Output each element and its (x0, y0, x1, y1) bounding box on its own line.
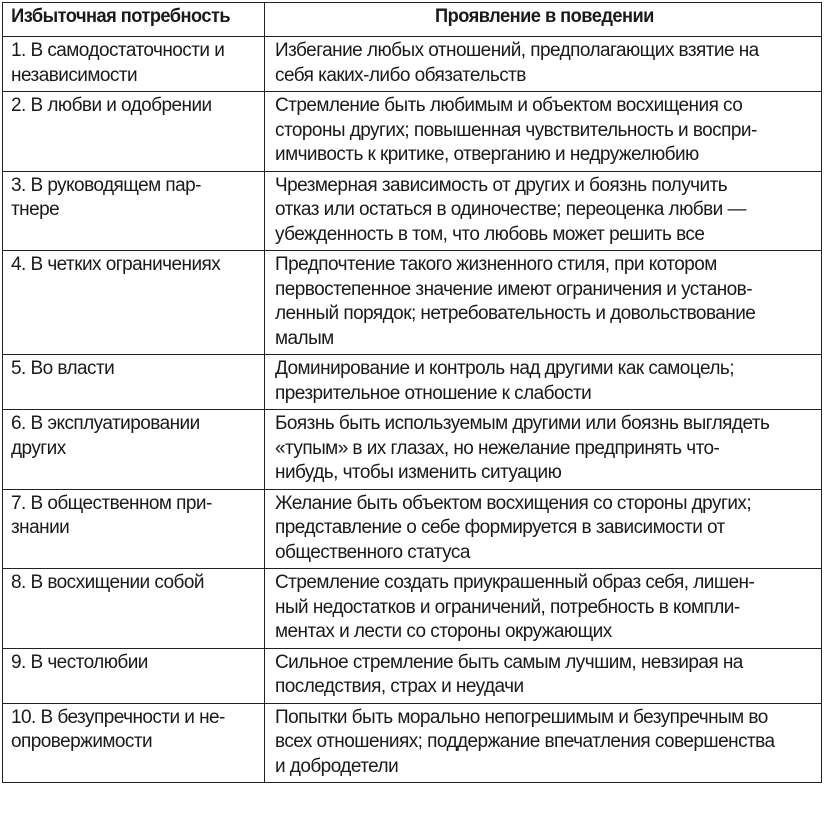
behavior-cell: Желание быть объектом восхищения со стороны других; представление о себе формируется в зависимости от общественного статуса (265, 489, 822, 569)
behavior-cell: Стремление создать приукрашенный образ себя, лишен- ный недостатков и ограничений, потребность в компли- ментах и лести со стороны окружающих (265, 569, 822, 649)
table-row (3, 37, 822, 92)
need-cell: 10. В безупречности и не- опровержимости (3, 703, 265, 783)
table-row (3, 355, 822, 410)
behavior-cell: Избегание любых отношений, предполагающих взятие на себя каких-либо обязательств (265, 37, 822, 92)
table-row (3, 251, 822, 355)
table-row (3, 648, 822, 703)
header-behavior: Проявление в поведении (276, 3, 811, 37)
need-cell: 8. В восхищении собой (3, 569, 265, 649)
behavior-cell: Боязнь быть используемым другими или боязнь выглядеть «тупым» в их глазах, но нежелание предпринять что- нибудь, чтобы изменить ситуацию (265, 410, 822, 490)
need-cell: 9. В честолюбии (3, 648, 265, 703)
table-row (3, 171, 822, 251)
need-cell: 2. В любви и одобрении (3, 92, 265, 172)
behavior-cell: Доминирование и контроль над другими как самоцель; презрительное отношение к слабости (265, 355, 822, 410)
need-cell: 4. В четких ограничениях (3, 251, 265, 355)
need-cell: 5. Во власти (3, 355, 265, 410)
needs-behavior-table (2, 2, 822, 783)
behavior-cell: Чрезмерная зависимость от других и боязнь получить отказ или остаться в одиночестве; переоценка любви — убежденность в том, что любовь может решить все (265, 171, 822, 251)
need-cell: 3. В руководящем пар- тнере (3, 171, 265, 251)
table-row (3, 489, 822, 569)
header-row (3, 3, 822, 37)
table-row (3, 569, 822, 649)
behavior-cell: Сильное стремление быть самым лучшим, невзирая на последствия, страх и неудачи (265, 648, 822, 703)
need-cell: 1. В самодостаточности и независимости (3, 37, 265, 92)
behavior-cell: Стремление быть любимым и объектом восхищения со стороны других; повышенная чувствительность и воспри- имчивость к критике, отверганию и недружелюбию (265, 92, 822, 172)
need-cell: 6. В эксплуатировании других (3, 410, 265, 490)
header-need: Избыточная потребность (3, 3, 255, 37)
need-cell: 7. В общественном при- знании (3, 489, 265, 569)
table-row (3, 92, 822, 172)
behavior-cell: Попытки быть морально непогрешимым и безупречным во всех отношениях; поддержание впечатления совершенства и добродетели (265, 703, 822, 783)
table-row (3, 703, 822, 783)
table-row (3, 410, 822, 490)
behavior-cell: Предпочтение такого жизненного стиля, при котором первостепенное значение имеют ограничения и установ- ленный порядок; нетребовательность и довольствование малым (265, 251, 822, 355)
